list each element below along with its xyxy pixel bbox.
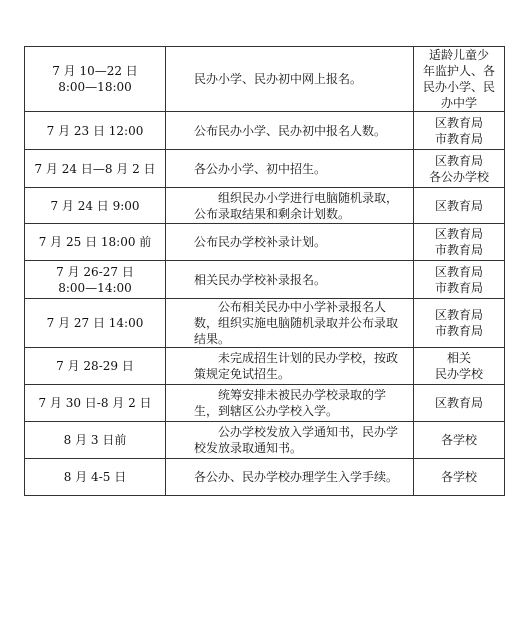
responsible-cell: 各学校 xyxy=(414,422,505,459)
table-row xyxy=(25,422,505,459)
task-cell: 公办学校发放入学通知书，民办学校发放录取通知书。 xyxy=(166,422,414,459)
table-row xyxy=(25,299,505,348)
time-cell: 7 月 10—22 日 8:00—18:00 xyxy=(25,47,166,112)
time-cell: 8 月 4-5 日 xyxy=(25,459,166,496)
time-cell: 7 月 27 日 14:00 xyxy=(25,299,166,348)
responsible-cell: 区教育局 xyxy=(414,385,505,422)
responsible-cell: 区教育局 市教育局 xyxy=(414,224,505,261)
task-cell: 公布民办小学、民办初中报名人数。 xyxy=(166,112,414,150)
responsible-cell: 区教育局 各公办学校 xyxy=(414,150,505,188)
time-cell: 7 月 28-29 日 xyxy=(25,348,166,385)
responsible-cell: 区教育局 市教育局 xyxy=(414,261,505,299)
time-cell: 8 月 3 日前 xyxy=(25,422,166,459)
responsible-cell: 各学校 xyxy=(414,459,505,496)
table-row xyxy=(25,261,505,299)
time-cell: 7 月 26-27 日 8:00—14:00 xyxy=(25,261,166,299)
task-cell: 统筹安排未被民办学校录取的学生，到辖区公办学校入学。 xyxy=(166,385,414,422)
time-cell: 7 月 30 日-8 月 2 日 xyxy=(25,385,166,422)
enrollment-schedule-table xyxy=(24,46,505,496)
task-cell: 各公办小学、初中招生。 xyxy=(166,150,414,188)
responsible-cell: 区教育局 xyxy=(414,188,505,224)
task-cell: 组织民办小学进行电脑随机录取，公布录取结果和剩余计划数。 xyxy=(166,188,414,224)
task-cell: 各公办、民办学校办理学生入学手续。 xyxy=(166,459,414,496)
table-row xyxy=(25,348,505,385)
table-row xyxy=(25,47,505,112)
responsible-cell: 区教育局 市教育局 xyxy=(414,112,505,150)
task-cell: 公布相关民办中小学补录报名人数，组织实施电脑随机录取并公布录取结果。 xyxy=(166,299,414,348)
time-cell: 7 月 25 日 18:00 前 xyxy=(25,224,166,261)
task-cell: 公布民办学校补录计划。 xyxy=(166,224,414,261)
time-cell: 7 月 23 日 12:00 xyxy=(25,112,166,150)
task-cell: 未完成招生计划的民办学校，按政策规定免试招生。 xyxy=(166,348,414,385)
table-row xyxy=(25,188,505,224)
table-row xyxy=(25,224,505,261)
table-row xyxy=(25,385,505,422)
time-cell: 7 月 24 日 9:00 xyxy=(25,188,166,224)
table-row xyxy=(25,150,505,188)
task-cell: 相关民办学校补录报名。 xyxy=(166,261,414,299)
table-row xyxy=(25,459,505,496)
responsible-cell: 相关 民办学校 xyxy=(414,348,505,385)
responsible-cell: 区教育局 市教育局 xyxy=(414,299,505,348)
task-cell: 民办小学、民办初中网上报名。 xyxy=(166,47,414,112)
time-cell: 7 月 24 日—8 月 2 日 xyxy=(25,150,166,188)
table-row xyxy=(25,112,505,150)
responsible-cell: 适龄儿童少 年监护人、各 民办小学、民 办中学 xyxy=(414,47,505,112)
